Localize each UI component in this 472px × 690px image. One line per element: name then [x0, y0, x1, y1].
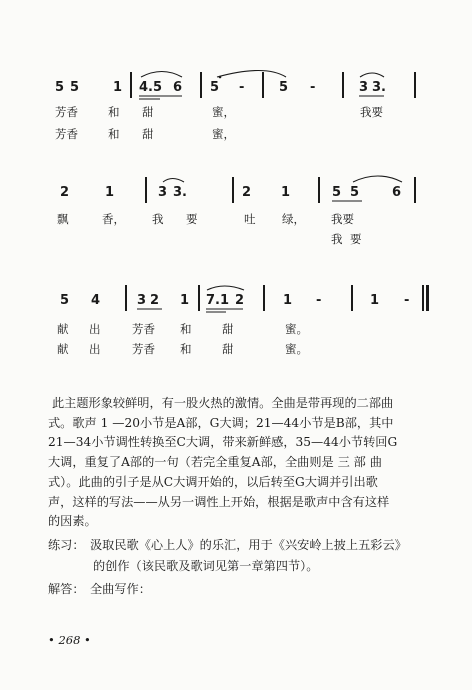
text-line: 此主题形象较鲜明，有一股火热的激情。全曲是带再现的二部曲: [52, 396, 394, 410]
note: 6: [392, 185, 402, 200]
lyric: 我要: [360, 105, 383, 119]
lyric: 蜜。: [285, 342, 308, 356]
lyric: 和: [180, 322, 192, 336]
lyric: 我: [152, 212, 164, 226]
note: 1: [283, 293, 293, 308]
lyric: 绿，: [282, 212, 305, 226]
note: 6: [173, 80, 183, 95]
note: -: [404, 293, 410, 308]
note: -: [310, 80, 316, 95]
note: 3: [158, 185, 168, 200]
lyric: 出: [89, 322, 101, 336]
tie: [217, 71, 286, 78]
exercise-text: 的创作（该民歌及歌词见第一章第四节）。: [93, 559, 319, 573]
note: 5: [55, 80, 65, 95]
octave-dot: [219, 76, 222, 79]
text-line: 大调，重复了A部的一句（若完全重复A部，全曲则是 三 部 曲: [48, 455, 382, 470]
text-line: 式）。此曲的引子是从C大调开始的，以后转至G大调并引出歌: [48, 474, 378, 489]
lyric: 出: [89, 342, 101, 356]
lyric: 芳香: [55, 105, 78, 119]
note: 5: [350, 185, 360, 200]
lyric: 献: [57, 322, 69, 336]
note: 4: [91, 293, 101, 308]
note: 2: [235, 293, 245, 308]
lyric: 我要: [331, 212, 354, 226]
note: 3.: [372, 80, 386, 95]
note: 1: [180, 293, 190, 308]
note: 1: [370, 293, 380, 308]
lyric: 甜: [222, 322, 234, 336]
text-line: 声，这样的写法——从另一调性上开始，根据是歌声中含有这样: [48, 494, 390, 509]
note: 5: [279, 80, 289, 95]
slur: [141, 72, 182, 78]
lyric: 我: [331, 232, 343, 246]
lyric: 甜: [142, 105, 154, 119]
slur: [360, 73, 384, 77]
slur: [163, 179, 184, 183]
lyric: 和: [108, 127, 120, 141]
note: 5: [60, 293, 70, 308]
lyric: 香，: [102, 212, 125, 226]
note: 7.1: [206, 293, 230, 308]
note: 1: [105, 185, 115, 200]
lyric: 甜: [142, 127, 154, 141]
lyric: 芳香: [132, 322, 155, 336]
lyric: 和: [180, 342, 192, 356]
lyric: 和: [108, 105, 120, 119]
lyric: 蜜，: [212, 105, 235, 119]
note: 3: [137, 293, 147, 308]
lyric: 蜜。: [285, 322, 308, 336]
exercise-label: 练习：: [48, 538, 85, 552]
note: 2: [60, 185, 70, 200]
note: 4.5: [139, 80, 163, 95]
note: 2: [150, 293, 160, 308]
exercise-text: 汲取民歌《心上人》的乐汇，用于《兴安岭上披上五彩云》: [90, 538, 407, 552]
note: 2: [242, 185, 252, 200]
note: -: [239, 80, 245, 95]
lyric: 献: [57, 342, 69, 356]
slur: [207, 286, 244, 290]
answer-text: 全曲写作：: [90, 582, 151, 596]
lyric: 芳香: [132, 342, 155, 356]
note: 3: [359, 80, 369, 95]
text-line: 21—34小节调性转换至C大调，带来新鲜感，35—44小节转回G: [48, 435, 398, 450]
note: 3.: [173, 185, 187, 200]
lyric: 芳香: [55, 127, 78, 141]
note: 5: [210, 80, 220, 95]
note: 5: [70, 80, 80, 95]
lyric: 飘: [57, 212, 69, 226]
note: -: [316, 293, 322, 308]
lyric: 甜: [222, 342, 234, 356]
lyric: 蜜，: [212, 127, 235, 141]
answer-label: 解答：: [48, 582, 85, 596]
tie: [353, 176, 402, 182]
text-line: 式。歌声 1 —20小节是A部，G大调；21—44小节是B部，其中: [48, 415, 394, 430]
text-line: 的因素。: [48, 514, 97, 529]
lyric: 要: [350, 232, 362, 246]
note: 5: [332, 185, 342, 200]
note: 1: [113, 80, 123, 95]
lyric: 要: [186, 212, 198, 226]
lyric: 吐: [244, 212, 256, 226]
page-number: • 268 •: [48, 633, 91, 647]
note: 1: [281, 185, 291, 200]
